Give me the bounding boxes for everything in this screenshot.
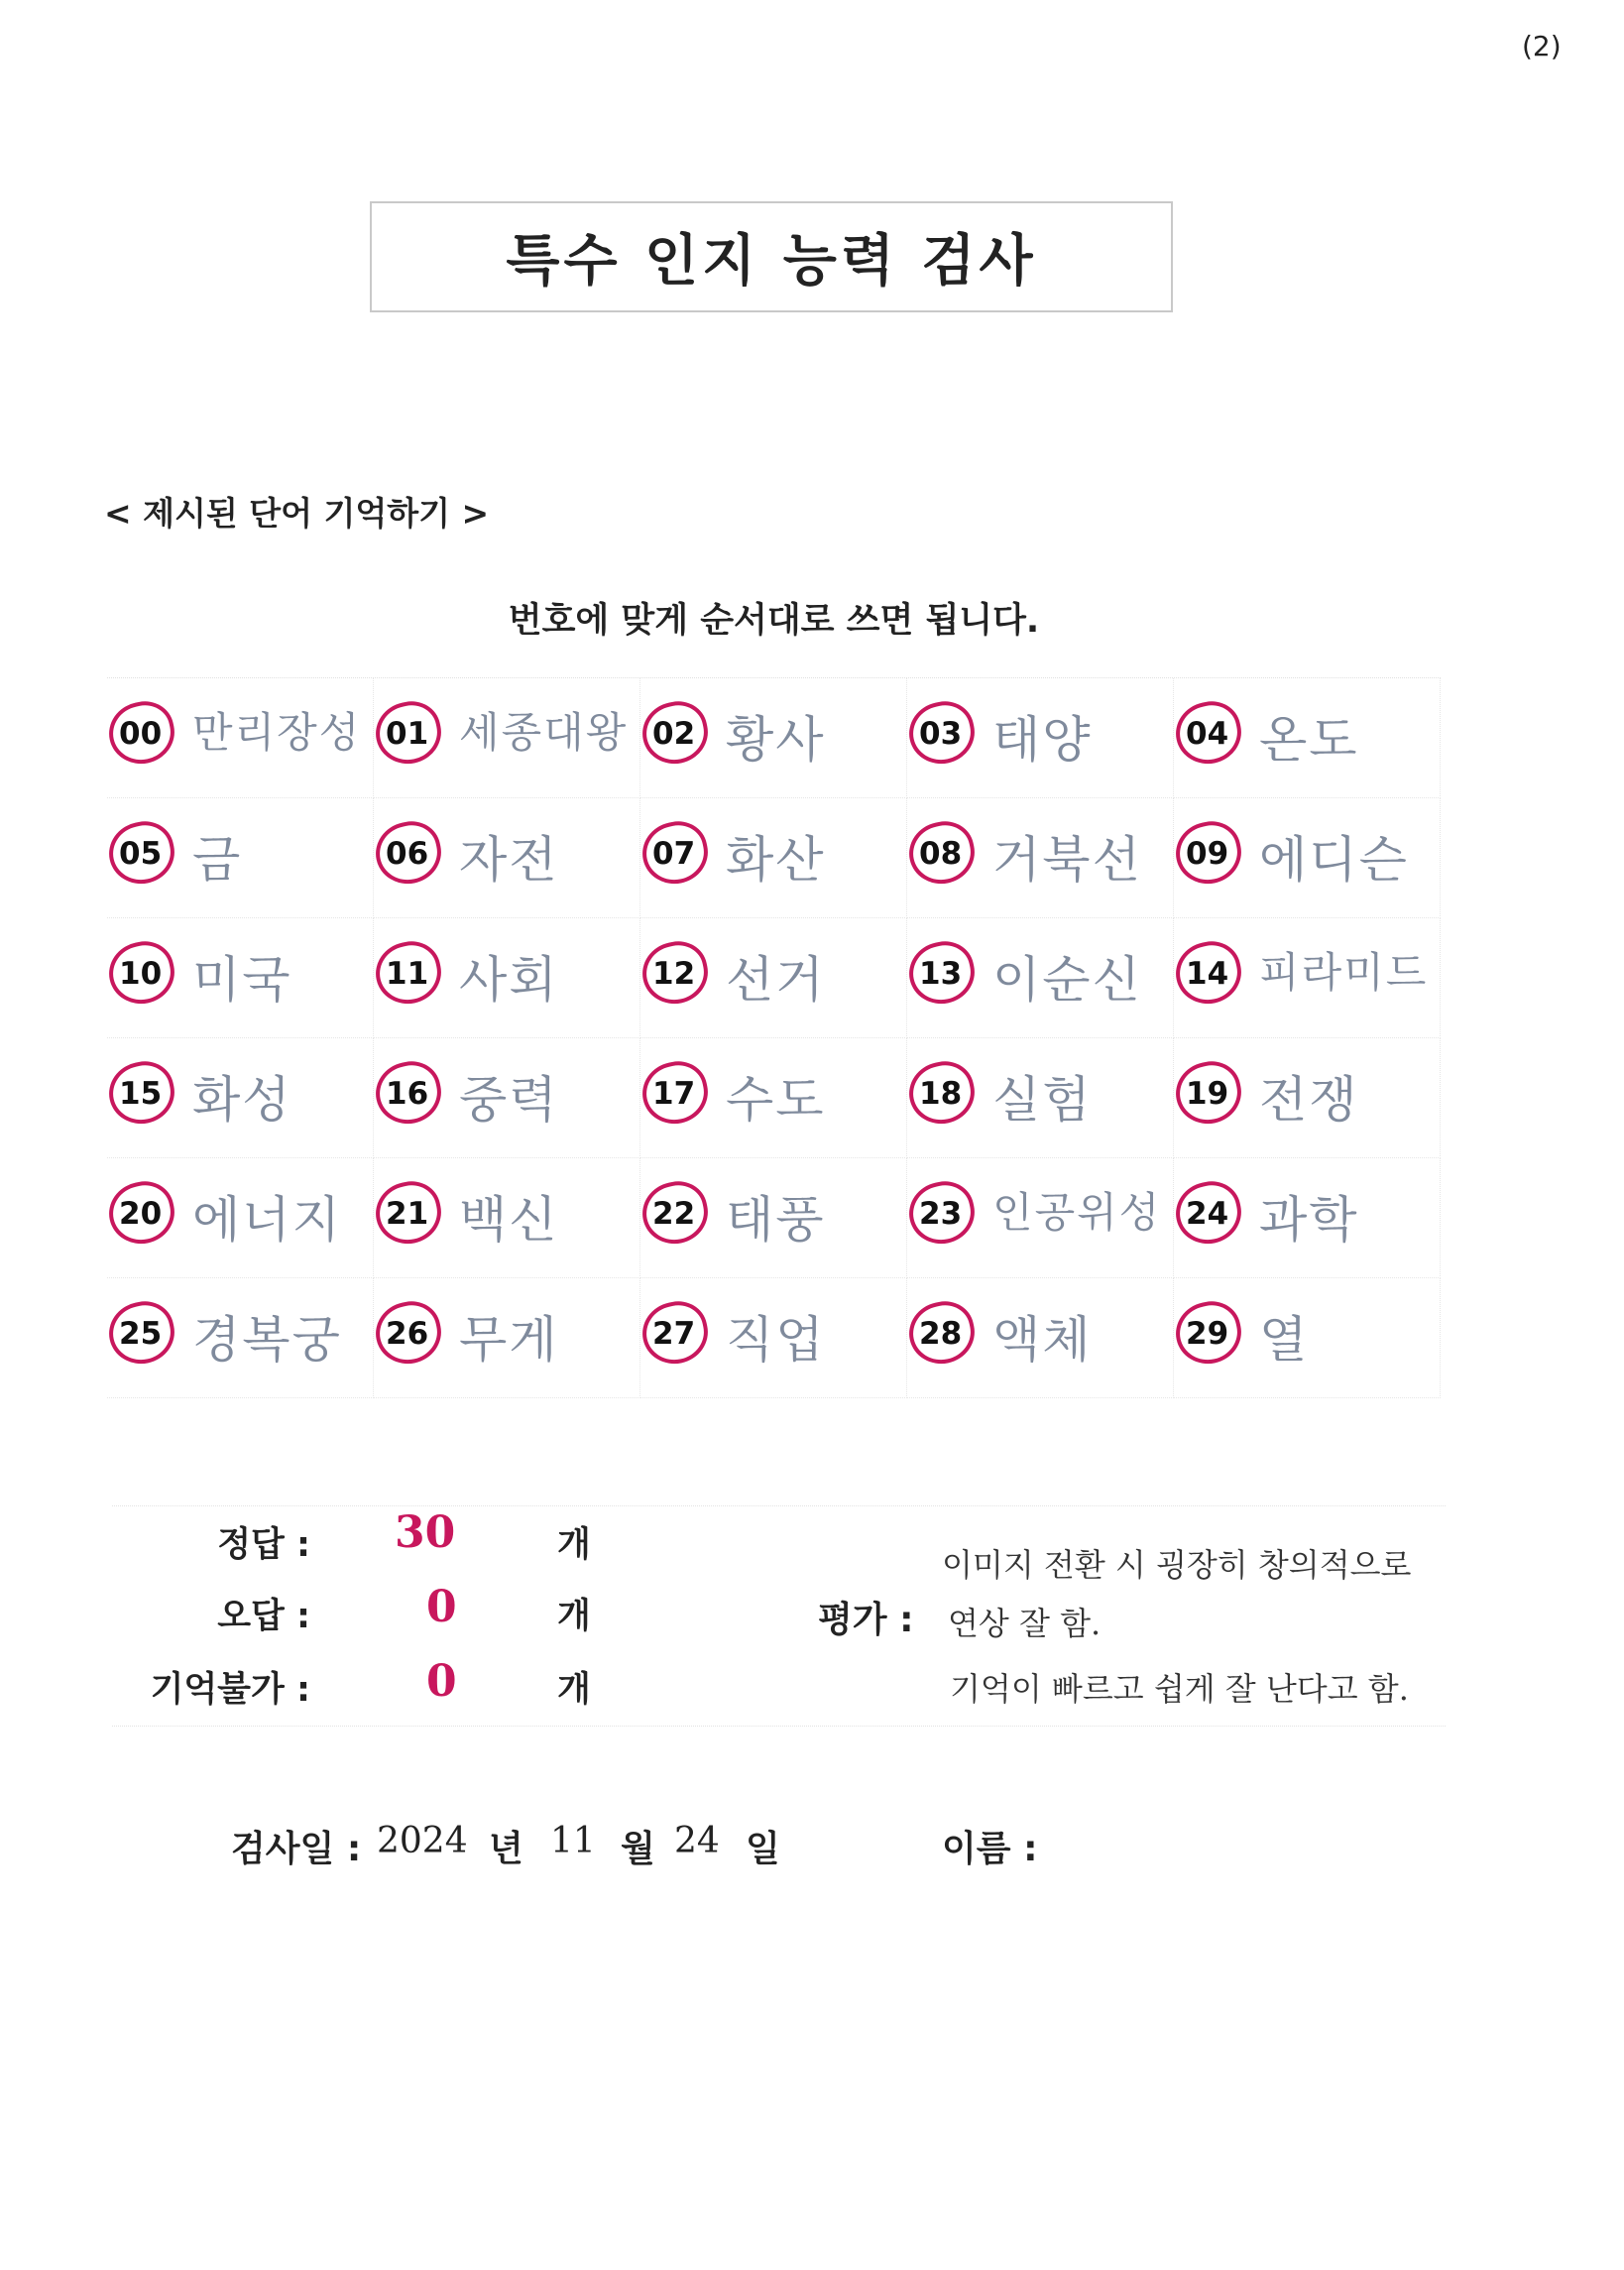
- date-month: 11: [550, 1821, 596, 1861]
- item-number: 01: [386, 716, 429, 752]
- item-number: 28: [919, 1316, 963, 1352]
- answer-cell: [1174, 678, 1441, 798]
- item-number: 02: [652, 716, 696, 752]
- date-label: 검사일 :: [231, 1829, 362, 1869]
- handwritten-answer: 피라미드: [1259, 948, 1429, 997]
- item-number: 22: [652, 1196, 696, 1232]
- handwritten-answer: 화성: [192, 1071, 292, 1129]
- answer-cell: [907, 678, 1174, 798]
- handwritten-answer: 백신: [459, 1191, 559, 1249]
- item-number: 21: [386, 1196, 429, 1232]
- answer-cell: [640, 678, 907, 798]
- answer-cell: [907, 918, 1174, 1038]
- answer-cell: [374, 918, 640, 1038]
- evaluation-line-2: 연상 잘 함.: [948, 1605, 1102, 1642]
- item-number: 08: [919, 836, 963, 872]
- item-number: 10: [119, 956, 163, 992]
- handwritten-answer: 화산: [726, 831, 826, 889]
- answer-cell: [107, 678, 374, 798]
- answer-cell: [640, 1158, 907, 1278]
- answer-cell: [374, 798, 640, 918]
- correct-label: 정답 :: [217, 1525, 310, 1565]
- item-number: 05: [119, 836, 163, 872]
- divider: [112, 1726, 1446, 1727]
- handwritten-answer: 전쟁: [1259, 1071, 1359, 1129]
- answer-cell: [374, 678, 640, 798]
- handwritten-answer: 에너지: [192, 1191, 342, 1249]
- wrong-value: 0: [426, 1582, 457, 1632]
- handwritten-answer: 자전: [459, 831, 559, 889]
- answer-cell: [640, 1278, 907, 1398]
- handwritten-answer: 과학: [1259, 1191, 1359, 1249]
- item-number: 18: [919, 1076, 963, 1112]
- answer-cell: [1174, 1158, 1441, 1278]
- handwritten-answer: 황사: [726, 711, 826, 769]
- item-number: 13: [919, 956, 963, 992]
- item-number: 04: [1186, 716, 1229, 752]
- item-number: 00: [119, 716, 163, 752]
- item-number: 16: [386, 1076, 429, 1112]
- answer-cell: [1174, 798, 1441, 918]
- handwritten-answer: 태양: [992, 711, 1093, 769]
- correct-unit: 개: [557, 1525, 591, 1565]
- handwritten-answer: 중력: [459, 1071, 559, 1129]
- wrong-label: 오답 :: [217, 1597, 310, 1636]
- section-label: < 제시된 단어 기억하기 >: [104, 494, 490, 533]
- handwritten-answer: 사회: [459, 951, 559, 1009]
- answer-cell: [907, 798, 1174, 918]
- item-number: 23: [919, 1196, 963, 1232]
- answer-cell: [640, 918, 907, 1038]
- item-number: 20: [119, 1196, 163, 1232]
- page-title: 특수 인지 능력 검사: [506, 229, 1037, 294]
- handwritten-answer: 직업: [726, 1311, 826, 1369]
- answer-cell: [107, 1278, 374, 1398]
- handwritten-answer: 온도: [1259, 711, 1359, 769]
- answer-cell: [1174, 918, 1441, 1038]
- date-year: 2024: [377, 1821, 468, 1861]
- evaluation-line-3: 기억이 빠르고 쉽게 잘 난다고 함.: [950, 1670, 1409, 1708]
- handwritten-answer: 무게: [459, 1311, 559, 1369]
- wrong-unit: 개: [557, 1597, 591, 1636]
- handwritten-answer: 태풍: [726, 1191, 826, 1249]
- page-number: (2): [1522, 30, 1562, 62]
- item-number: 26: [386, 1316, 429, 1352]
- item-number: 27: [652, 1316, 696, 1352]
- item-number: 11: [386, 956, 429, 992]
- name-label: 이름 :: [942, 1829, 1038, 1869]
- handwritten-answer: 만리장성: [192, 708, 362, 757]
- item-number: 03: [919, 716, 963, 752]
- date-month-unit: 월: [621, 1829, 655, 1869]
- answer-cell: [107, 1158, 374, 1278]
- item-number: 09: [1186, 836, 1229, 872]
- divider: [112, 1505, 1446, 1506]
- handwritten-answer: 이순신: [992, 951, 1142, 1009]
- item-number: 12: [652, 956, 696, 992]
- date-year-unit: 년: [489, 1829, 523, 1869]
- title-box: [370, 201, 1173, 312]
- item-number: 17: [652, 1076, 696, 1112]
- handwritten-answer: 수도: [726, 1071, 826, 1129]
- answer-cell: [907, 1158, 1174, 1278]
- item-number: 25: [119, 1316, 163, 1352]
- date-day-unit: 일: [746, 1829, 780, 1869]
- answer-cell: [1174, 1038, 1441, 1158]
- handwritten-answer: 인공위성: [992, 1188, 1162, 1237]
- handwritten-answer: 에디슨: [1259, 831, 1409, 889]
- item-number: 15: [119, 1076, 163, 1112]
- evaluation-label: 평가 :: [818, 1600, 914, 1640]
- answer-cell: [107, 798, 374, 918]
- item-number: 19: [1186, 1076, 1229, 1112]
- answer-grid: [107, 677, 1441, 1400]
- handwritten-answer: 경복궁: [192, 1311, 342, 1369]
- answer-cell: [107, 918, 374, 1038]
- handwritten-answer: 금: [192, 831, 243, 889]
- answer-cell: [374, 1038, 640, 1158]
- answer-cell: [374, 1278, 640, 1398]
- instruction-text: 번호에 맞게 순서대로 쓰면 됩니다.: [508, 601, 1040, 641]
- answer-cell: [907, 1278, 1174, 1398]
- item-number: 07: [652, 836, 696, 872]
- forgot-value: 0: [426, 1656, 457, 1707]
- evaluation-line-1: 이미지 전환 시 굉장히 창의적으로: [942, 1546, 1412, 1584]
- date-day: 24: [674, 1821, 720, 1861]
- handwritten-answer: 미국: [192, 951, 292, 1009]
- forgot-unit: 개: [557, 1670, 591, 1710]
- forgot-label: 기억불가 :: [150, 1670, 310, 1710]
- answer-cell: [640, 798, 907, 918]
- answer-cell: [107, 1038, 374, 1158]
- handwritten-answer: 열: [1259, 1311, 1310, 1369]
- item-number: 06: [386, 836, 429, 872]
- handwritten-answer: 선거: [726, 951, 826, 1009]
- answer-cell: [640, 1038, 907, 1158]
- handwritten-answer: 실험: [992, 1071, 1093, 1129]
- handwritten-answer: 액체: [992, 1311, 1093, 1369]
- correct-value: 30: [395, 1507, 456, 1558]
- answer-cell: [907, 1038, 1174, 1158]
- item-number: 29: [1186, 1316, 1229, 1352]
- answer-cell: [1174, 1278, 1441, 1398]
- handwritten-answer: 거북선: [992, 831, 1142, 889]
- item-number: 14: [1186, 956, 1229, 992]
- answer-cell: [374, 1158, 640, 1278]
- item-number: 24: [1186, 1196, 1229, 1232]
- handwritten-answer: 세종대왕: [459, 708, 629, 757]
